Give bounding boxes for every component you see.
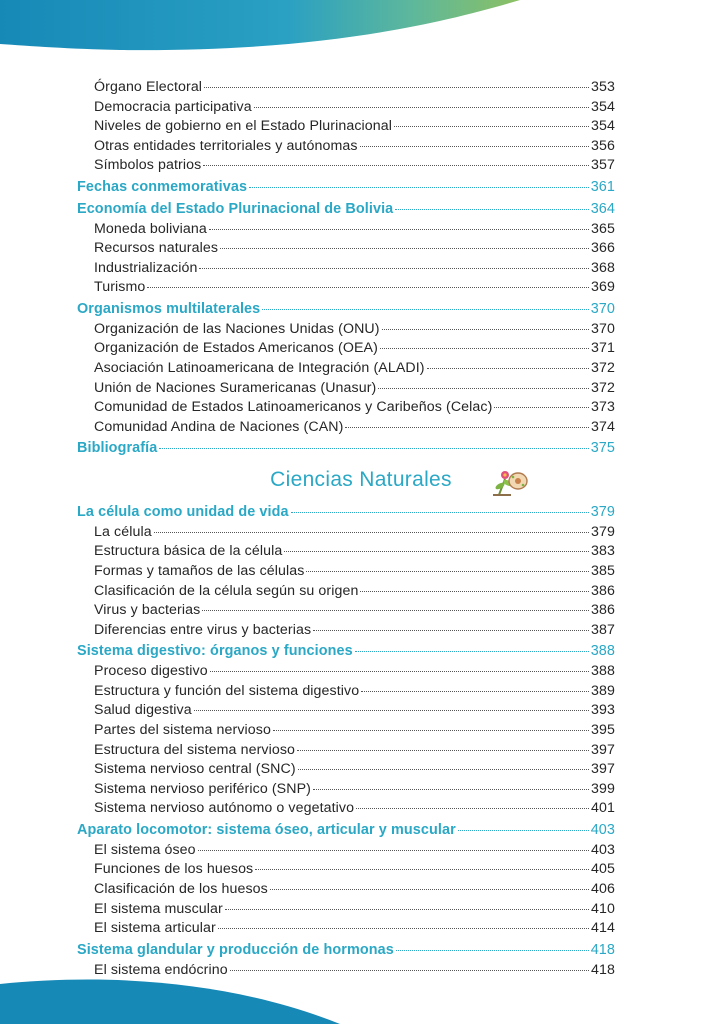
toc-subentry <box>77 359 615 379</box>
dot-leader <box>382 329 589 330</box>
dot-leader <box>380 348 589 349</box>
toc-subentry <box>77 919 615 939</box>
toc-page-number: 357 <box>591 157 615 174</box>
toc-entry-title: Comunidad de Estados Latinoamericanos y Caribeños (Celac) <box>94 399 493 416</box>
toc-subentry <box>77 841 615 861</box>
toc-subentry <box>77 860 615 880</box>
toc-section-entry <box>77 437 615 459</box>
toc-page-number: 401 <box>591 800 615 817</box>
toc-entry-title: Organismos multilaterales <box>77 300 261 317</box>
toc-page-number: 372 <box>591 359 615 376</box>
toc-entry-title: Estructura y función del sistema digestivo <box>94 682 360 699</box>
dot-leader <box>360 591 589 592</box>
toc-entry-title: Niveles de gobierno en el Estado Plurinacional <box>94 118 392 135</box>
toc-subentry <box>77 156 615 176</box>
dot-leader <box>355 651 589 652</box>
toc-entry-title: Funciones de los huesos <box>94 861 254 878</box>
toc-entry-title: Aparato locomotor: sistema óseo, articular y muscular <box>77 822 456 838</box>
toc-page-number: 375 <box>590 440 615 457</box>
toc-section-entry <box>77 176 615 198</box>
toc-section-entry <box>77 298 615 320</box>
dot-leader <box>273 730 589 731</box>
toc-entry-title: Otras entidades territoriales y autónomas <box>94 137 358 154</box>
dot-leader <box>203 165 589 166</box>
toc-page-number: 397 <box>591 761 615 778</box>
toc-entry-title: La célula <box>94 523 152 540</box>
toc-section-entry <box>77 198 615 220</box>
toc-page-number: 365 <box>591 220 615 237</box>
toc-subentry <box>77 601 615 621</box>
dot-leader <box>427 368 589 369</box>
toc-entry-title: Sistema glandular y producción de hormonas <box>77 941 394 958</box>
toc-entry-title: Sistema nervioso autónomo o vegetativo <box>94 800 355 817</box>
toc-page-number: 395 <box>591 722 615 739</box>
toc-entry-title: Fechas conmemorativas <box>77 178 248 195</box>
dot-leader <box>291 512 589 513</box>
dot-leader <box>154 532 589 533</box>
toc-entry-title: Clasificación de los huesos <box>94 880 268 897</box>
toc-entry-title: Sistema nervioso central (SNC) <box>94 761 296 778</box>
toc-page-number: 387 <box>591 621 615 638</box>
toc-entry-title: Salud digestiva <box>94 702 192 719</box>
toc-subentry <box>77 900 615 920</box>
toc-entry-title: El sistema óseo <box>94 841 196 858</box>
toc-entry-title: Sistema digestivo: órganos y funciones <box>77 643 353 660</box>
toc-page-number: 383 <box>591 543 615 560</box>
dot-leader <box>270 889 589 890</box>
toc-page-number: 393 <box>591 702 615 719</box>
toc-page-number: 418 <box>591 961 615 978</box>
toc-page-number: 354 <box>591 118 615 135</box>
toc-subentry <box>77 220 615 240</box>
toc-entry-title: Turismo <box>94 279 146 296</box>
toc-subentry <box>77 621 615 641</box>
toc-subentry <box>77 78 615 98</box>
toc-entry-title: Organización de Estados Americanos (OEA) <box>94 340 378 357</box>
toc-page-number: 388 <box>591 663 615 680</box>
toc-section-entry <box>77 501 615 523</box>
dot-leader <box>313 789 589 790</box>
toc-page-number: 369 <box>591 279 615 296</box>
dot-leader <box>360 146 589 147</box>
dot-leader <box>394 126 589 127</box>
dot-leader <box>378 388 589 389</box>
toc-page-number: 366 <box>591 240 615 257</box>
dot-leader <box>356 808 589 809</box>
toc-subentry <box>77 278 615 298</box>
toc-entry-title: Organización de las Naciones Unidas (ONU) <box>94 320 380 337</box>
toc-entry-title: Partes del sistema nervioso <box>94 722 271 739</box>
toc-page-number: 373 <box>591 399 615 416</box>
toc-page-number: 356 <box>591 137 615 154</box>
toc-page-number: 368 <box>591 259 615 276</box>
toc-section-list <box>77 501 615 980</box>
toc-page-number: 386 <box>591 582 615 599</box>
dot-leader <box>361 691 589 692</box>
plant-cell-icon <box>491 465 529 497</box>
toc-entry-title: El sistema endócrino <box>94 961 228 978</box>
toc-subentry <box>77 379 615 399</box>
toc-subentry <box>77 398 615 418</box>
toc-entry-title: Diferencias entre virus y bacterias <box>94 621 312 638</box>
toc-page-number: 371 <box>591 340 615 357</box>
toc-entry-title: Recursos naturales <box>94 240 219 257</box>
section-heading: Ciencias Naturales <box>270 468 452 492</box>
dot-leader <box>202 610 589 611</box>
top-wave-decoration <box>0 0 726 60</box>
toc-page-number: 386 <box>591 602 615 619</box>
toc-entry-title: Estructura del sistema nervioso <box>94 741 296 758</box>
toc-entry-title: La célula como unidad de vida <box>77 504 289 521</box>
toc-entry-title: Órgano Electoral <box>94 79 203 95</box>
dot-leader <box>198 850 589 851</box>
toc-section-entry <box>77 939 615 961</box>
dot-leader <box>395 209 588 210</box>
toc-section-list <box>77 78 615 459</box>
toc-entry-title: Democracia participativa <box>94 98 252 115</box>
dot-leader <box>313 630 589 631</box>
toc-entry-title: Formas y tamaños de las células <box>94 563 305 580</box>
toc-subentry <box>77 137 615 157</box>
dot-leader <box>298 769 589 770</box>
toc-entry-title: Economía del Estado Plurinacional de Bolivia <box>77 200 394 217</box>
toc-subentry <box>77 418 615 438</box>
dot-leader <box>218 928 589 929</box>
toc-entry-title: Unión de Naciones Suramericanas (Unasur) <box>94 379 377 396</box>
toc-page-number: 353 <box>591 79 615 95</box>
toc-subentry <box>77 542 615 562</box>
dot-leader <box>249 187 589 188</box>
toc-subentry <box>77 799 615 819</box>
toc-subentry <box>77 662 615 682</box>
toc-page-number: 370 <box>591 320 615 337</box>
toc-page-number: 399 <box>591 780 615 797</box>
toc-subentry <box>77 582 615 602</box>
toc-subentry <box>77 562 615 582</box>
dot-leader <box>396 950 589 951</box>
toc-page-number: 410 <box>591 900 615 917</box>
toc-subentry <box>77 98 615 118</box>
toc-page-number: 354 <box>591 98 615 115</box>
toc-entry-title: El sistema muscular <box>94 900 223 917</box>
toc-page-number: 414 <box>591 920 615 937</box>
toc-page-number: 403 <box>591 841 615 858</box>
dot-leader <box>194 710 589 711</box>
toc-page-number: 361 <box>590 178 615 195</box>
toc-subentry <box>77 682 615 702</box>
toc-entry-title: Moneda boliviana <box>94 220 207 237</box>
toc-subentry <box>77 320 615 340</box>
toc-entry-title: Estructura básica de la célula <box>94 543 283 560</box>
toc-page-number: 364 <box>590 200 615 217</box>
toc-page-number: 385 <box>591 563 615 580</box>
toc-entry-title: Industrialización <box>94 259 198 276</box>
dot-leader <box>220 248 589 249</box>
table-of-contents <box>77 78 615 980</box>
toc-subentry <box>77 961 615 981</box>
toc-subentry <box>77 721 615 741</box>
toc-subentry <box>77 239 615 259</box>
dot-leader <box>199 268 589 269</box>
dot-leader <box>210 671 589 672</box>
toc-entry-title: Virus y bacterias <box>94 602 201 619</box>
toc-entry-title: Símbolos patrios <box>94 157 202 174</box>
toc-subentry <box>77 780 615 800</box>
toc-subentry <box>77 523 615 543</box>
toc-page-number: 388 <box>590 643 615 660</box>
dot-leader <box>230 970 589 971</box>
toc-page-number: 403 <box>590 822 615 838</box>
dot-leader <box>306 571 589 572</box>
toc-page-number: 389 <box>591 682 615 699</box>
toc-subentry <box>77 117 615 137</box>
toc-subentry <box>77 760 615 780</box>
toc-section-entry <box>77 819 615 841</box>
toc-entry-title: Proceso digestivo <box>94 663 208 680</box>
section-heading-row <box>77 459 615 501</box>
dot-leader <box>262 309 588 310</box>
dot-leader <box>147 287 589 288</box>
toc-page-number: 374 <box>591 418 615 435</box>
toc-page-number: 370 <box>590 300 615 317</box>
toc-subentry <box>77 339 615 359</box>
toc-entry-title: Clasificación de la célula según su origen <box>94 582 359 599</box>
dot-leader <box>458 830 589 831</box>
toc-page-number: 372 <box>591 379 615 396</box>
dot-leader <box>254 107 589 108</box>
toc-page-number: 406 <box>591 880 615 897</box>
toc-page-number: 379 <box>590 504 615 521</box>
dot-leader <box>284 551 589 552</box>
toc-entry-title: Comunidad Andina de Naciones (CAN) <box>94 418 344 435</box>
toc-entry-title: Sistema nervioso periférico (SNP) <box>94 780 311 797</box>
dot-leader <box>494 407 589 408</box>
dot-leader <box>297 750 589 751</box>
toc-entry-title: Bibliografía <box>77 440 158 457</box>
toc-entry-title: Asociación Latinoamericana de Integración (ALADI) <box>94 359 425 376</box>
dot-leader <box>159 448 588 449</box>
toc-subentry <box>77 880 615 900</box>
toc-subentry <box>77 741 615 761</box>
dot-leader <box>255 869 589 870</box>
dot-leader <box>345 427 589 428</box>
toc-entry-title: El sistema articular <box>94 920 216 937</box>
toc-page-number: 405 <box>591 861 615 878</box>
toc-page-number: 418 <box>590 941 615 958</box>
toc-section-entry <box>77 640 615 662</box>
toc-page-number: 379 <box>591 523 615 540</box>
dot-leader <box>209 229 589 230</box>
toc-page-number: 397 <box>591 741 615 758</box>
toc-subentry <box>77 701 615 721</box>
dot-leader <box>204 87 589 88</box>
dot-leader <box>225 909 589 910</box>
toc-subentry <box>77 259 615 279</box>
